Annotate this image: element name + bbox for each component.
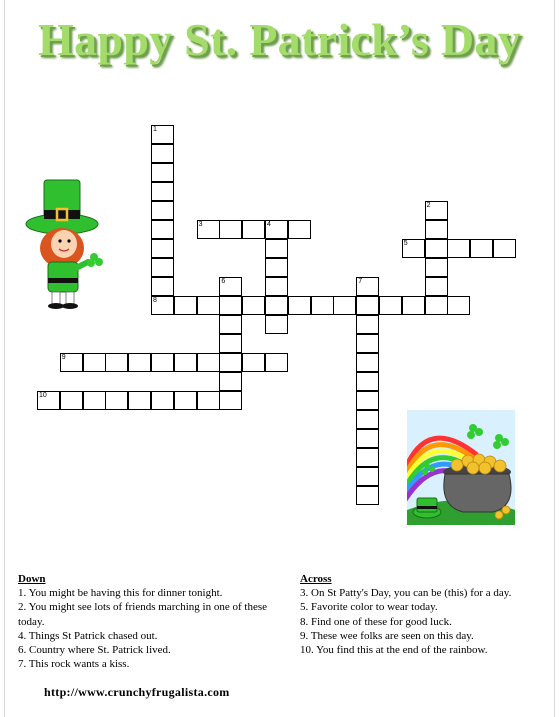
- crossword-cell: [219, 391, 242, 410]
- crossword-cell: [265, 277, 288, 296]
- crossword-cell: [356, 391, 379, 410]
- crossword-cell: [470, 239, 493, 258]
- crossword-cell: [151, 277, 174, 296]
- crossword-cell: [197, 353, 220, 372]
- across-clue-3: 3. On St Patty's Day, you can be (this) for a day.: [300, 587, 512, 600]
- crossword-cell: [333, 296, 356, 315]
- crossword-cell: [265, 353, 288, 372]
- crossword-cell: [105, 391, 128, 410]
- crossword-cell: [379, 296, 402, 315]
- clue-number-7: 7: [358, 278, 363, 285]
- crossword-cell: [197, 296, 220, 315]
- crossword-cell: [219, 353, 242, 372]
- crossword-cell: [151, 220, 174, 239]
- clue-number-9: 9: [61, 354, 66, 361]
- crossword-cell: [425, 277, 448, 296]
- across-clues: [300, 572, 555, 657]
- crossword-cell: [105, 353, 128, 372]
- clue-number-3: 3: [198, 221, 203, 228]
- crossword-cell: [425, 296, 448, 315]
- crossword-cell: [60, 391, 83, 410]
- crossword-cell: [356, 296, 379, 315]
- down-clue-7: 7. This rock wants a kiss.: [18, 658, 130, 671]
- crossword-cell: [219, 334, 242, 353]
- crossword-cell: [356, 353, 379, 372]
- crossword-cell: [128, 391, 151, 410]
- down-clue-1: 1. You might be having this for dinner tonight.: [18, 587, 223, 600]
- across-clue-8: 8. Find one of these for good luck.: [300, 615, 452, 628]
- crossword-cell: [128, 353, 151, 372]
- footer-url: http://www.crunchyfrugalista.com: [44, 685, 230, 699]
- crossword-cell: [356, 315, 379, 334]
- clue-number-1: 1: [153, 126, 157, 133]
- crossword-cell: [265, 315, 288, 334]
- clue-number-10: 10: [39, 392, 47, 399]
- across-heading: Across: [300, 573, 332, 585]
- pot-of-gold-illustration: [407, 410, 515, 525]
- crossword-cell: [425, 239, 448, 258]
- crossword-cell: [288, 296, 311, 315]
- crossword-cell: [242, 296, 265, 315]
- crossword-cell: [219, 296, 242, 315]
- crossword-cell: [151, 258, 174, 277]
- crossword-cell: [493, 239, 516, 258]
- crossword-cell: [311, 296, 334, 315]
- down-clue-6: 6. Country where St. Patrick lived.: [18, 644, 171, 657]
- clue-number-8: 8: [153, 297, 157, 304]
- across-clue-10: 10. You find this at the end of the rainbow.: [300, 644, 488, 657]
- crossword-cell: [402, 296, 425, 315]
- crossword-cell: [197, 391, 220, 410]
- clue-number-4: 4: [267, 221, 271, 228]
- down-heading: Down: [18, 573, 46, 585]
- crossword-cell: [356, 334, 379, 353]
- clue-number-5: 5: [403, 240, 408, 247]
- across-clue-5: 5. Favorite color to wear today.: [300, 601, 438, 614]
- crossword-cell: [83, 391, 106, 410]
- crossword-cell: [356, 448, 379, 467]
- crossword-cell: [151, 201, 174, 220]
- down-clue-2: 2. You might see lots of friends marching in one of these today.: [18, 601, 267, 628]
- clue-number-2: 2: [426, 202, 431, 209]
- crossword-cell: [151, 182, 174, 201]
- crossword-cell: [151, 239, 174, 258]
- down-clues: [18, 572, 293, 671]
- crossword-cell: [174, 391, 197, 410]
- crossword-cell: [288, 220, 311, 239]
- crossword-cell: [242, 353, 265, 372]
- crossword-cell: [356, 486, 379, 505]
- crossword-cell: [447, 239, 470, 258]
- crossword-cell: [219, 372, 242, 391]
- crossword-cell: [265, 239, 288, 258]
- crossword-cell: [151, 353, 174, 372]
- crossword-cell: [356, 372, 379, 391]
- crossword-cell: [265, 258, 288, 277]
- crossword-cell: [174, 353, 197, 372]
- crossword-cell: [151, 391, 174, 410]
- crossword-cell: [242, 220, 265, 239]
- crossword-cell: [356, 410, 379, 429]
- down-clue-4: 4. Things St Patrick chased out.: [18, 629, 158, 642]
- crossword-cell: [425, 258, 448, 277]
- crossword-cell: [174, 296, 197, 315]
- crossword-cell: [356, 429, 379, 448]
- clue-number-6: 6: [221, 278, 226, 285]
- crossword-cell: [265, 296, 288, 315]
- crossword-cell: [151, 163, 174, 182]
- crossword-cell: [447, 296, 470, 315]
- leprechaun-illustration: [22, 178, 106, 310]
- crossword-cell: [425, 220, 448, 239]
- crossword-cell: [83, 353, 106, 372]
- page-title: Happy St. Patrick’s Day: [37, 14, 522, 65]
- crossword-cell: [356, 467, 379, 486]
- crossword-cell: [219, 220, 242, 239]
- across-clue-9: 9. These wee folks are seen on this day.: [300, 629, 474, 642]
- crossword-cell: [219, 315, 242, 334]
- crossword-cell: [151, 144, 174, 163]
